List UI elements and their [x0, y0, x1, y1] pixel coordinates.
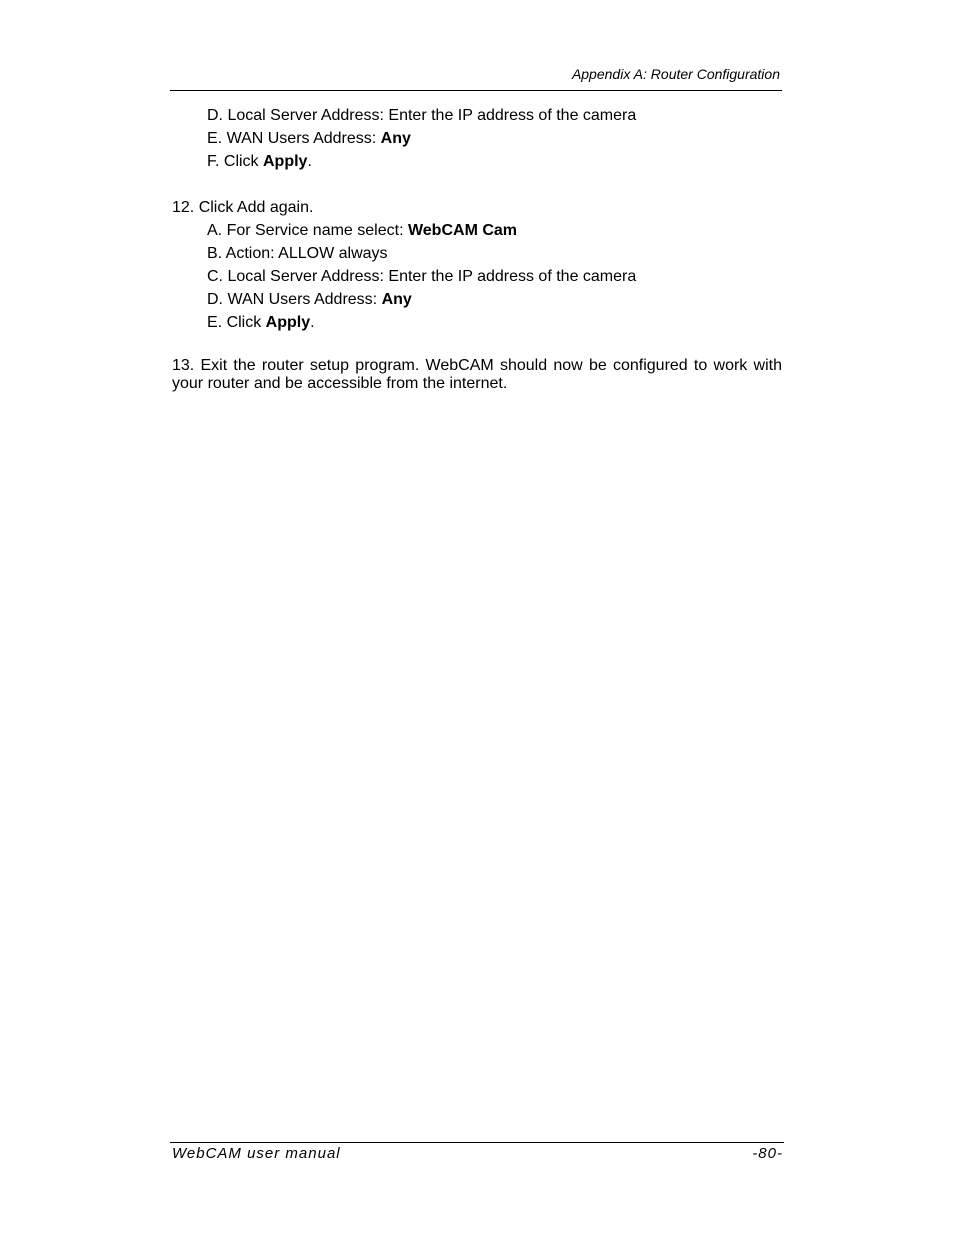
- header-title: Appendix A: Router Configuration: [571, 66, 780, 82]
- footer-manual-title: WebCAM user manual: [172, 1145, 341, 1162]
- list-item: C. Local Server Address: Enter the IP address of the camera: [207, 268, 637, 285]
- header-rule: [170, 90, 782, 91]
- list-item: D. Local Server Address: Enter the IP address of the camera: [207, 107, 637, 124]
- block1-list: [172, 104, 782, 173]
- step-12-heading: 12. Click Add again.: [172, 199, 314, 216]
- list-item: F. Click Apply.: [207, 153, 312, 170]
- step-13-paragraph: 13. Exit the router setup program. WebCAM should now be configured to work with your router and be accessible from the internet.: [172, 357, 782, 392]
- list-item: B. Action: ALLOW always: [207, 245, 388, 262]
- step-12: [172, 196, 782, 334]
- list-item: A. For Service name select: WebCAM Cam: [207, 222, 518, 239]
- list-item: E. WAN Users Address: Any: [207, 130, 411, 147]
- footer-rule: [170, 1142, 784, 1143]
- page-body: [172, 104, 782, 393]
- list-item: D. WAN Users Address: Any: [207, 291, 412, 308]
- footer-page-number: -80-: [752, 1145, 783, 1162]
- list-item: E. Click Apply.: [207, 314, 315, 331]
